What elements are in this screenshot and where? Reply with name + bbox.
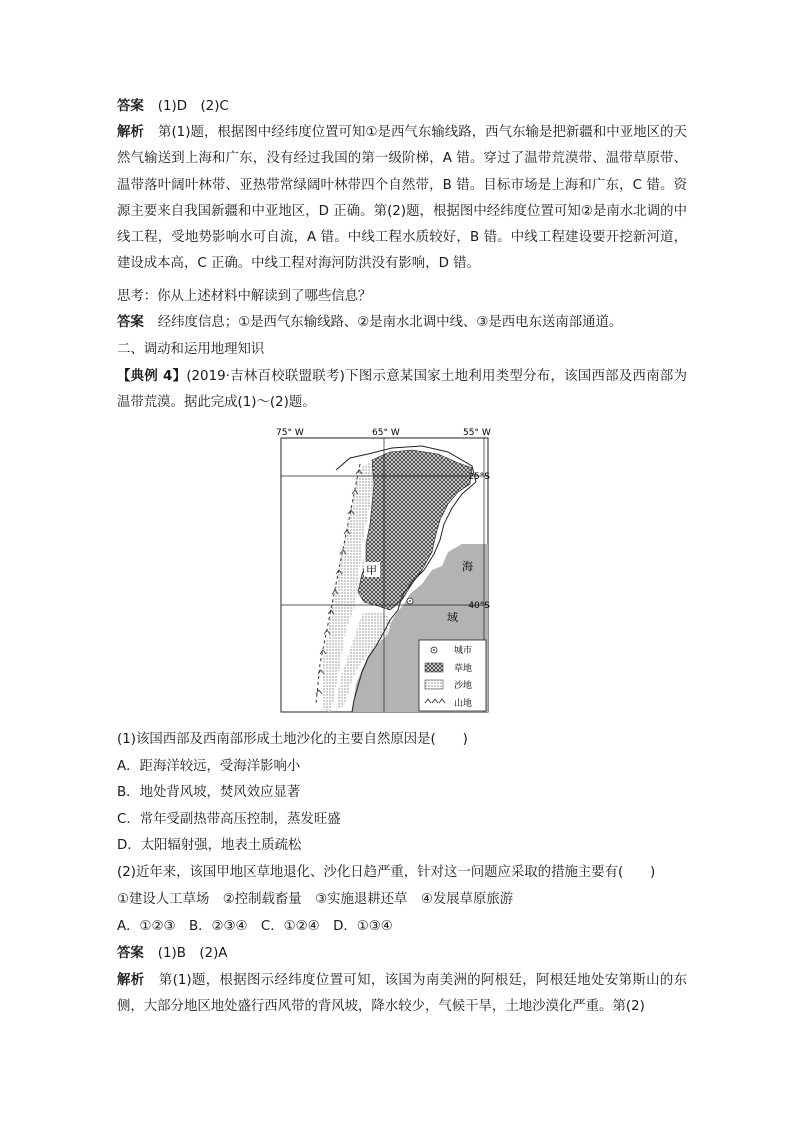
answer-think-text: 经纬度信息；①是西气东输线路、②是南水北调中线、③是西电东送南部通道。 bbox=[157, 315, 623, 330]
answer-label: 答案 bbox=[117, 946, 144, 961]
answer-2 bbox=[117, 941, 227, 967]
answer-think bbox=[117, 310, 622, 336]
grassland-icon bbox=[425, 663, 443, 672]
analysis-1 bbox=[117, 120, 687, 278]
answer-label: 答案 bbox=[117, 315, 144, 330]
sea-label-1: 海 bbox=[462, 560, 473, 573]
lon-label-65w: 65° W bbox=[372, 428, 400, 438]
legend-sand-label: 沙地 bbox=[454, 681, 473, 691]
section-2-heading: 二、调动和运用地理知识 bbox=[117, 342, 265, 357]
q1-option-c: C．常年受副热带高压控制，蒸发旺盛 bbox=[117, 812, 341, 827]
sandland-icon bbox=[425, 680, 443, 689]
analysis-2 bbox=[117, 968, 687, 1021]
lat-label-25s: 25°S bbox=[468, 472, 490, 482]
think-question: 思考：你从上述材料中解读到了哪些信息？ bbox=[117, 289, 372, 304]
q1-option-b: B．地处背风坡，焚风效应显著 bbox=[117, 785, 301, 800]
legend-grass-label: 草地 bbox=[454, 664, 473, 674]
analysis-label: 解析 bbox=[117, 973, 145, 988]
example-tag: 【典例 4】 bbox=[117, 369, 187, 384]
q1-stem: (1)该国西部及西南部形成土地沙化的主要自然原因是( ) bbox=[117, 732, 468, 747]
map-legend bbox=[419, 640, 486, 711]
legend-city-label: 城市 bbox=[454, 646, 473, 656]
lat-label-40s: 40°S bbox=[468, 601, 490, 611]
region-jia-label: 甲 bbox=[366, 564, 377, 577]
q2-items: ①建设人工草场 ②控制载畜量 ③实施退耕还草 ④发展草原旅游 bbox=[117, 892, 514, 907]
q2-stem: (2)近年来，该国甲地区草地退化、沙化日趋严重，针对这一问题应采取的措施主要有( ) bbox=[117, 865, 656, 880]
analysis-2-text: 第(1)题，根据图示经纬度位置可知，该国为南美洲的阿根廷，阿根廷地处安第斯山的东侧，大部分地区地处盛行西风带的背风坡，降水较少，气候干旱，土地沙漠化严重。第(2) bbox=[117, 973, 688, 1015]
answer-1 bbox=[117, 94, 229, 120]
land-use-map bbox=[272, 424, 494, 716]
analysis-label: 解析 bbox=[117, 125, 144, 140]
analysis-1-text: 第(1)题，根据图中经纬度位置可知①是西气东输线路，西气东输是把新疆和中亚地区的天然气输送到上海和广东，没有经过我国的第一级阶梯，A 错。穿过了温带荒漠带、温带草原带、温带落叶阔叶林带、亚热带常绿阔叶林带四个自然带，B 错。目标市场是上海和广东，C 错。资源主要来自我国新疆和中亚地区，D 正确。第(2)题，根据图中经纬度位置可知②是南水北调的中线工程，受地势影响水可自流，A 错。中线工程水质较好，B 错。中线工程建设要开挖新河道，建设成本高，C 正确。中线工程对海河防洪没有影响，D 错。 bbox=[117, 125, 687, 272]
example-text: 下图示意某国家土地利用类型分布，该国西部及西南部为温带荒漠。据此完成(1)～(2)题。 bbox=[117, 369, 687, 411]
legend-mountain-label: 山地 bbox=[454, 699, 473, 709]
q2-options: A．①②③ B．②③④ C．①②④ D．①③④ bbox=[117, 919, 393, 934]
lon-label-75w: 75° W bbox=[276, 428, 304, 438]
answer-1-text: (1)D (2)C bbox=[157, 99, 229, 114]
q1-option-d: D．太阳辐射强，地表土质疏松 bbox=[117, 838, 302, 853]
q1-option-a: A．距海洋较远，受海洋影响小 bbox=[117, 759, 301, 774]
example-source: (2019·吉林百校联盟联考) bbox=[186, 369, 345, 384]
answer-label: 答案 bbox=[117, 99, 144, 114]
example-4 bbox=[117, 364, 687, 417]
answer-2-text: (1)B (2)A bbox=[157, 946, 228, 961]
sea-label-2: 域 bbox=[447, 611, 458, 624]
lon-label-55w: 55° W bbox=[463, 428, 491, 438]
